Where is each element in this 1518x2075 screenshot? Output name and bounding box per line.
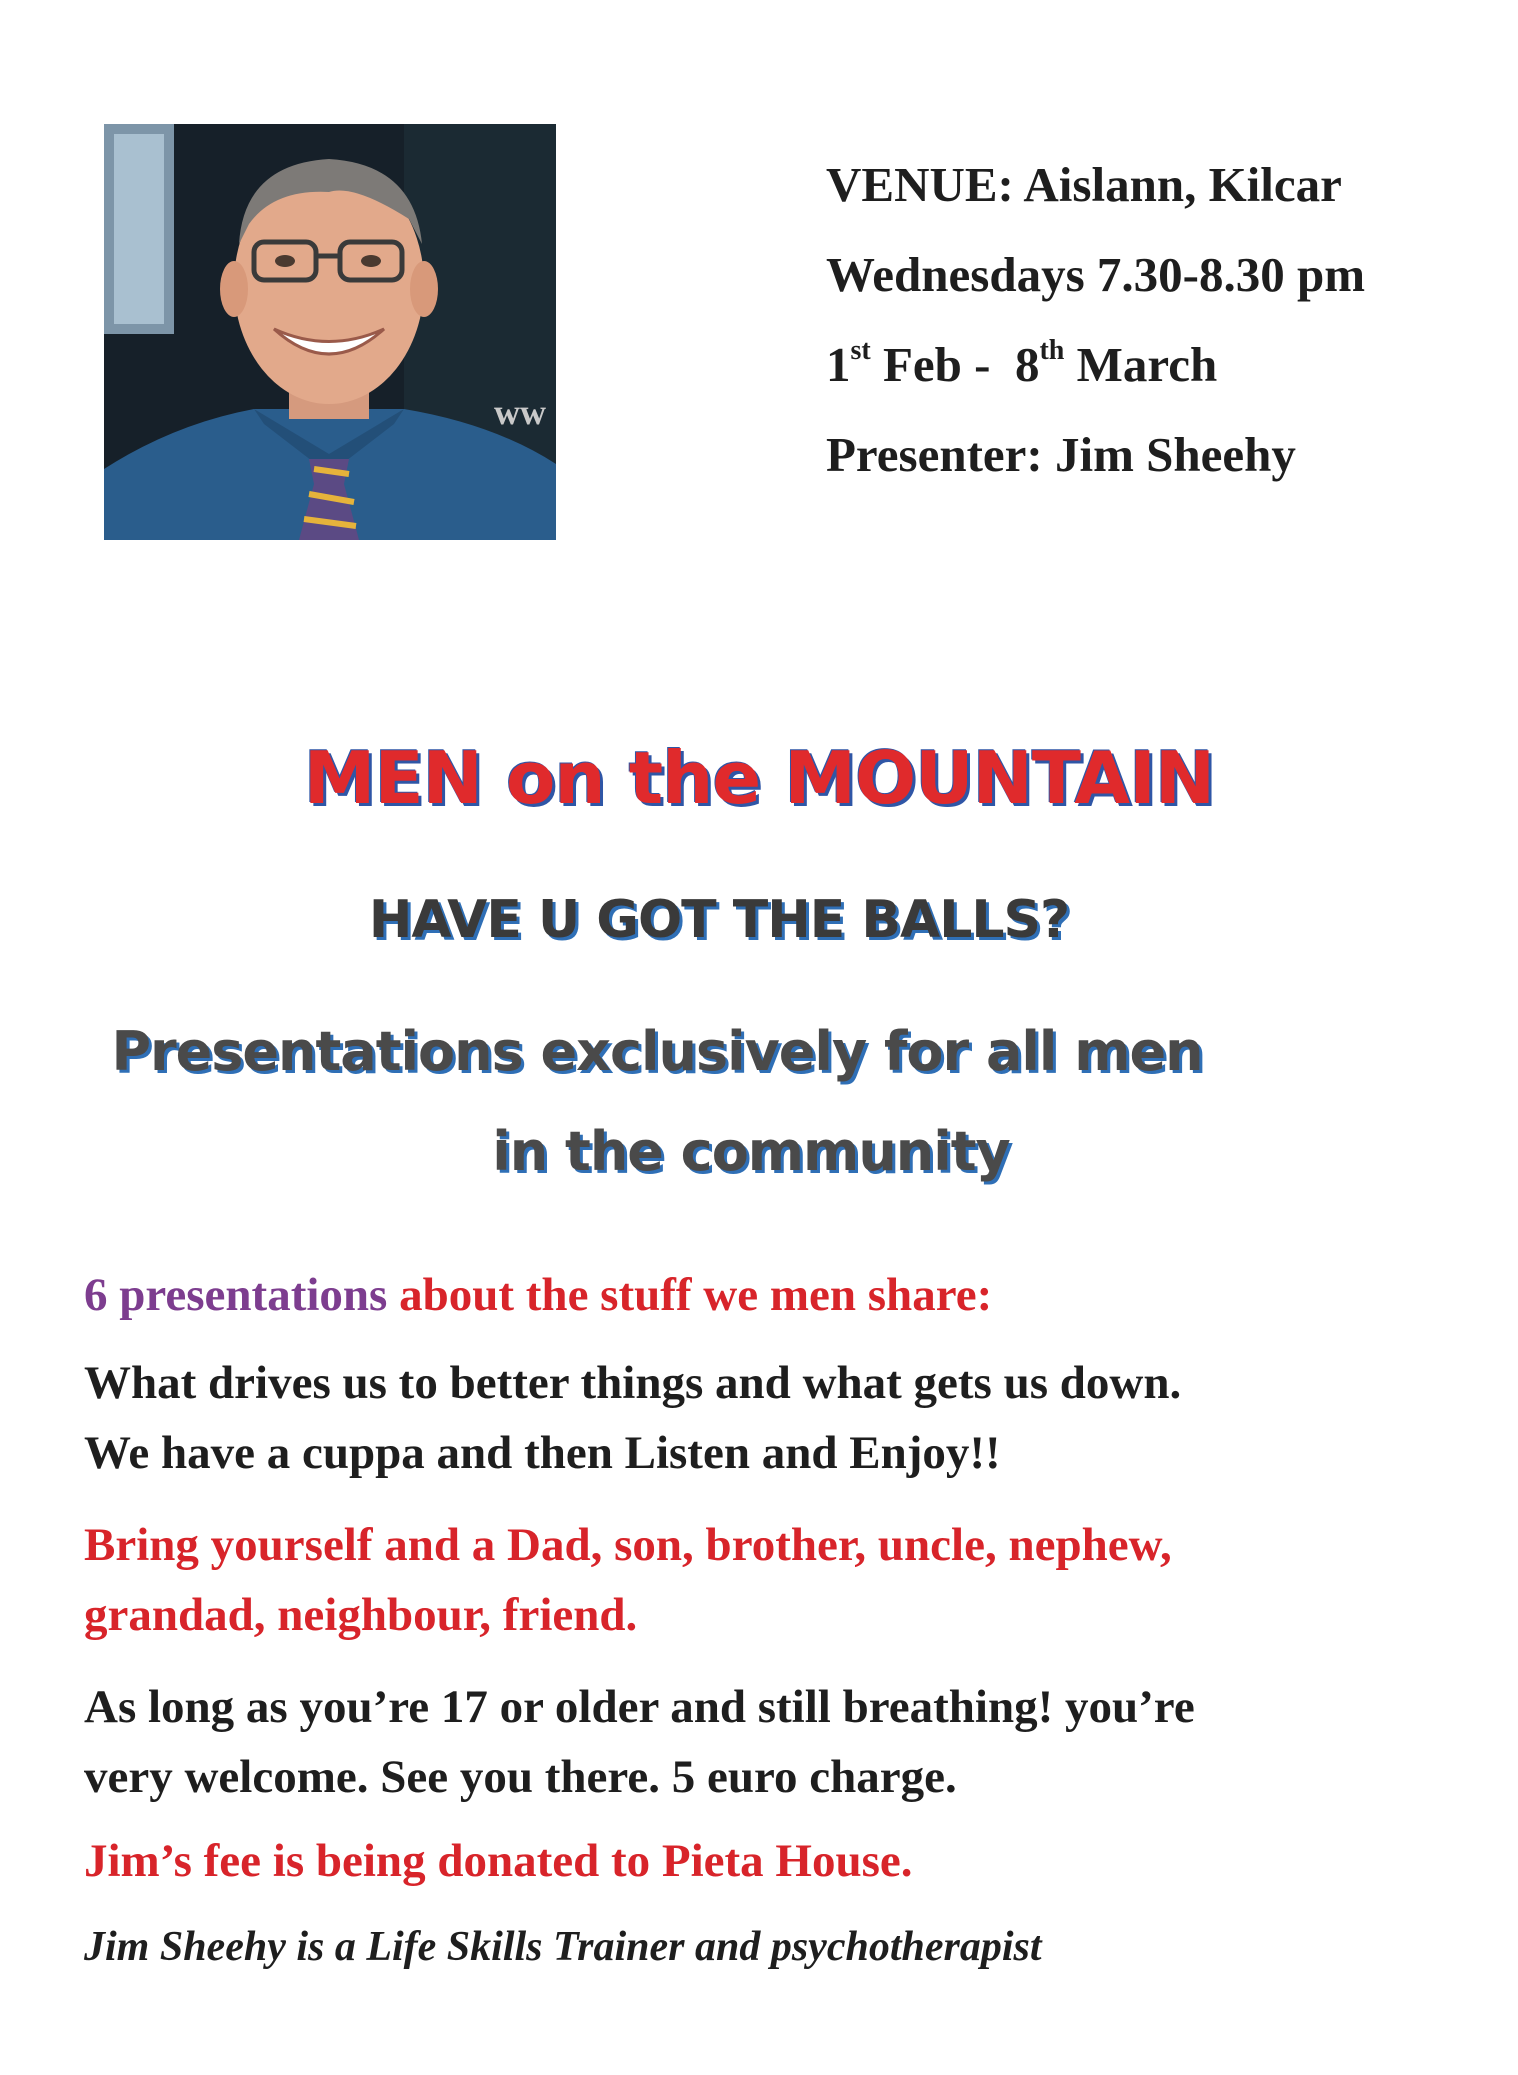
age-line-2: very welcome. See you there. 5 euro charge.	[84, 1751, 957, 1803]
schedule-line: Wednesdays 7.30-8.30 pm	[826, 247, 1366, 302]
presentation-topic: about the stuff we men share:	[387, 1269, 993, 1321]
end-day-suffix: th	[1039, 335, 1065, 366]
event-info	[826, 140, 1486, 500]
bring-paragraph	[84, 1510, 1484, 1650]
event-subtitle: HAVE U GOT THE BALLS?	[368, 890, 1070, 950]
presentation-count: 6 presentations	[84, 1269, 388, 1321]
presenter-line: Presenter: Jim Sheehy	[826, 427, 1296, 482]
drives-line-1: What drives us to better things and what gets us down.	[84, 1357, 1182, 1409]
bring-line-2: grandad, neighbour, friend.	[84, 1589, 638, 1641]
tagline-line-1: Presentations exclusively for all men	[111, 1020, 1203, 1083]
svg-text:ww: ww	[494, 392, 546, 432]
fee-line: Jim’s fee is being donated to Pieta House.	[84, 1835, 913, 1887]
presentations-intro	[84, 1260, 1484, 1330]
presenter-bio: Jim Sheehy is a Life Skills Trainer and psychotherapist	[84, 1924, 1042, 1970]
bring-line-1: Bring yourself and a Dad, son, brother, uncle, nephew,	[84, 1519, 1172, 1571]
venue-line: VENUE: Aislann, Kilcar	[826, 157, 1342, 212]
drives-line-2: We have a cuppa and then Listen and Enjoy!!	[84, 1427, 1001, 1479]
dates-line	[826, 320, 1486, 410]
event-title: MEN on the MOUNTAIN	[303, 736, 1215, 820]
age-paragraph	[84, 1672, 1484, 1812]
start-day-suffix: st	[850, 335, 871, 366]
presenter-portrait-image	[104, 124, 556, 540]
start-day: 1	[826, 337, 851, 392]
age-line-1: As long as you’re 17 or older and still breathing! you’re	[84, 1681, 1195, 1733]
end-month: March	[1064, 337, 1218, 392]
tagline-line-2: in the community	[492, 1120, 1010, 1183]
drives-paragraph	[84, 1348, 1484, 1488]
presenter-photo	[104, 124, 556, 540]
end-day: 8	[1014, 337, 1040, 392]
start-month: Feb -	[870, 337, 1015, 392]
